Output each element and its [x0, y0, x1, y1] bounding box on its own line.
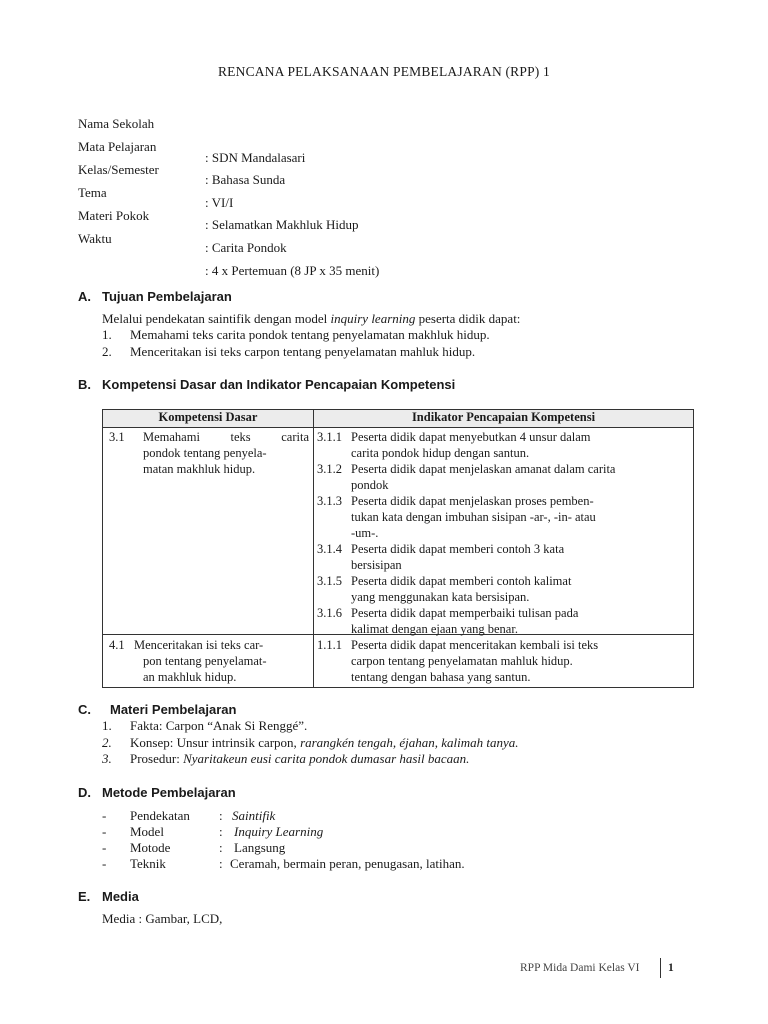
ipk-cell: [314, 635, 694, 688]
section-e-text: Media : Gambar, LCD,: [102, 911, 223, 926]
meta-label-class: Kelas/Semester: [78, 162, 159, 177]
method-value: Saintifik: [232, 808, 276, 823]
meta-value-topic: : Carita Pondok: [205, 240, 287, 255]
meta-value-theme: : Selamatkan Makhluk Hidup: [205, 217, 359, 232]
method-dash: -: [102, 824, 107, 839]
footer-page-number: 1: [668, 962, 674, 974]
table-header-row: [103, 410, 694, 428]
method-colon: :: [219, 808, 223, 823]
kd-line: Menceritakan isi teks car-: [134, 638, 264, 652]
ipk-line: kalimat dengan ejaan yang benar.: [351, 622, 518, 636]
meta-label-time: Waktu: [78, 231, 112, 246]
method-dash: -: [102, 856, 107, 871]
ipk-number: 3.1.5: [317, 574, 342, 588]
ipk-line: yang menggunakan kata bersisipan.: [351, 590, 530, 604]
section-d-letter: D.: [78, 785, 91, 800]
section-a-item-num: 2.: [102, 344, 112, 359]
meta-value-subject: : Bahasa Sunda: [205, 172, 286, 187]
section-c-title: Materi Pembelajaran: [110, 702, 237, 717]
method-label: Pendekatan: [130, 808, 190, 823]
kd-line: matan makhluk hidup.: [143, 462, 256, 476]
section-e-letter: E.: [78, 889, 91, 904]
section-a-intro: Melalui pendekatan saintifik dengan model inquiry learning peserta didik dapat:: [102, 311, 521, 326]
method-colon: :: [219, 840, 223, 855]
kd-line: Memahami teks carita: [143, 430, 309, 444]
section-c-item-num: 2.: [102, 735, 112, 750]
ipk-line: carpon tentang penyelamatan mahluk hidup.: [351, 654, 573, 668]
ipk-line: carita pondok hidup dengan santun.: [351, 446, 530, 460]
section-e-title: Media: [102, 889, 139, 904]
ipk-number: 3.1.1: [317, 430, 342, 444]
section-a-item: Memahami teks carita pondok tentang penyelamatan makhluk hidup.: [130, 327, 490, 342]
kd-cell: [103, 635, 314, 688]
ipk-line: pondok: [351, 478, 389, 492]
meta-label-subject: Mata Pelajaran: [78, 139, 157, 154]
ipk-line: Peserta didik dapat menjelaskan proses pemben-: [351, 494, 594, 508]
meta-value-school: : SDN Mandalasari: [205, 150, 306, 165]
section-a-item: Menceritakan isi teks carpon tentang penyelamatan mahluk hidup.: [130, 344, 476, 359]
kd-number: 4.1: [109, 638, 125, 652]
meta-value-time: : 4 x Pertemuan (8 JP x 35 menit): [205, 263, 380, 278]
kd-line: pon tentang penyelamat-: [143, 654, 267, 668]
ipk-line: Peserta didik dapat menyebutkan 4 unsur dalam: [351, 430, 591, 444]
ipk-line: Peserta didik dapat memberi contoh 3 kata: [351, 542, 565, 556]
section-b-title: Kompetensi Dasar dan Indikator Pencapaian Kompetensi: [102, 377, 456, 392]
section-d-title: Metode Pembelajaran: [102, 785, 236, 800]
table-row: [103, 635, 694, 688]
section-c-letter: C.: [78, 702, 91, 717]
footer-divider: [660, 958, 661, 978]
ipk-number: 3.1.2: [317, 462, 342, 476]
kd-line: pondok tentang penyela-: [143, 446, 267, 460]
ipk-line: bersisipan: [351, 558, 402, 572]
method-label: Motode: [130, 840, 171, 855]
table-row: [103, 428, 694, 635]
ipk-number: 3.1.4: [317, 542, 342, 556]
ipk-number: 1.1.1: [317, 638, 342, 652]
method-value: Inquiry Learning: [234, 824, 324, 839]
method-colon: :: [219, 856, 223, 871]
section-a-item-num: 1.: [102, 327, 112, 342]
section-c-item-num: 3.: [102, 751, 112, 766]
section-a-title: Tujuan Pembelajaran: [102, 289, 232, 304]
ipk-line: tukan kata dengan imbuhan sisipan -ar-, -in- atau: [351, 510, 596, 524]
method-value: Langsung: [234, 840, 286, 855]
ipk-line: Peserta didik dapat menceritakan kembali isi teks: [351, 638, 599, 652]
section-b-letter: B.: [78, 377, 91, 392]
competency-table: [102, 409, 694, 688]
meta-label-theme: Tema: [78, 185, 107, 200]
ipk-number: 3.1.6: [317, 606, 342, 620]
ipk-line: Peserta didik dapat menjelaskan amanat dalam carita: [351, 462, 616, 476]
footer-text: RPP Mida Dami Kelas VI: [520, 962, 640, 974]
method-colon: :: [219, 824, 223, 839]
section-c-item: Konsep: Unsur intrinsik carpon, rarangkén tengah, éjahan, kalimah tanya.: [130, 735, 519, 750]
method-value: Ceramah, bermain peran, penugasan, latihan.: [230, 856, 465, 871]
kd-number: 3.1: [109, 430, 125, 444]
ipk-line: -um-.: [351, 526, 379, 540]
section-a-letter: A.: [78, 289, 91, 304]
meta-label-school: Nama Sekolah: [78, 116, 155, 131]
table-header-ipk: Indikator Pencapaian Kompetensi: [314, 410, 694, 428]
kd-cell: [103, 428, 314, 635]
method-dash: -: [102, 840, 107, 855]
meta-label-topic: Materi Pokok: [78, 208, 150, 223]
meta-value-class: : VI/I: [205, 195, 234, 210]
section-c-item-num: 1.: [102, 718, 112, 733]
section-c-item: Fakta: Carpon “Anak Si Renggé”.: [130, 718, 308, 733]
ipk-line: tentang dengan bahasa yang santun.: [351, 670, 531, 684]
kd-line: an makhluk hidup.: [143, 670, 237, 684]
ipk-line: Peserta didik dapat memberi contoh kalimat: [351, 574, 572, 588]
section-c-item: Prosedur: Nyaritakeun eusi carita pondok dumasar hasil bacaan.: [130, 751, 470, 766]
method-label: Teknik: [130, 856, 166, 871]
ipk-line: Peserta didik dapat memperbaiki tulisan pada: [351, 606, 579, 620]
method-label: Model: [130, 824, 164, 839]
table-header-kd: Kompetensi Dasar: [103, 410, 314, 428]
method-dash: -: [102, 808, 107, 823]
document-title: RENCANA PELAKSANAAN PEMBELAJARAN (RPP) 1: [217, 64, 551, 79]
ipk-number: 3.1.3: [317, 494, 342, 508]
ipk-cell: [314, 428, 694, 635]
